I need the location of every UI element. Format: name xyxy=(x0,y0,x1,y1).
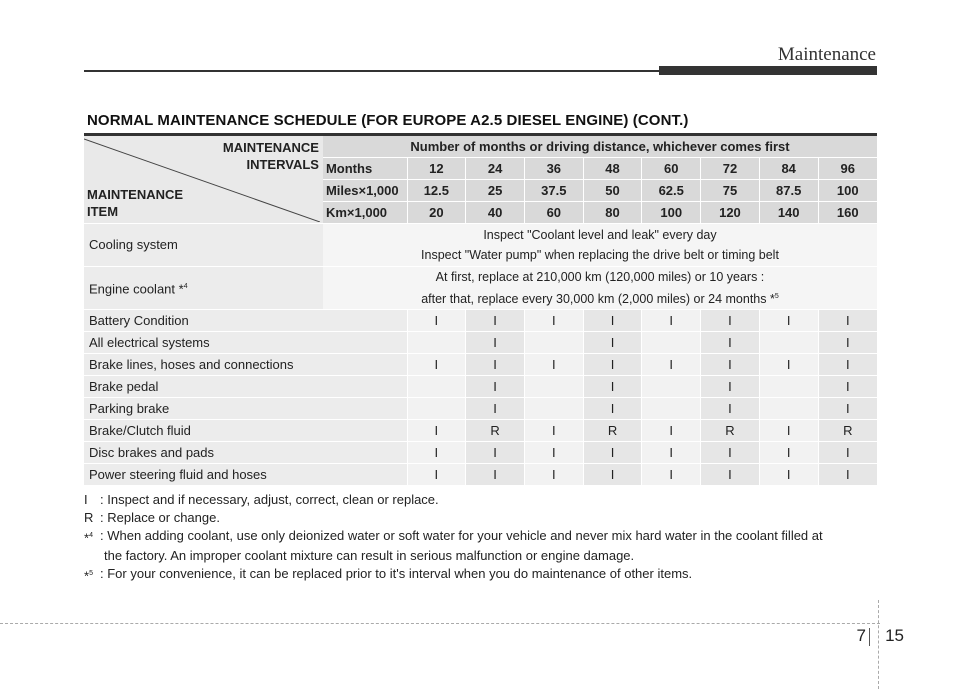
schedule-mark: I xyxy=(407,442,466,464)
miles-value: 37.5 xyxy=(524,180,583,202)
schedule-mark: I xyxy=(583,376,642,398)
schedule-mark: I xyxy=(818,332,877,354)
table-row xyxy=(84,310,877,332)
table-header-row xyxy=(84,135,877,158)
schedule-mark: I xyxy=(407,354,466,376)
schedule-mark xyxy=(407,332,466,354)
table-row-engine-coolant xyxy=(84,267,877,310)
schedule-mark: I xyxy=(759,354,818,376)
note-line: At first, replace at 210,000 km (120,000 miles) or 10 years : xyxy=(435,270,765,284)
schedule-mark: R xyxy=(583,420,642,442)
table-row xyxy=(84,398,877,420)
row-item-label: Brake lines, hoses and connections xyxy=(84,354,407,376)
miles-value: 50 xyxy=(583,180,642,202)
table-row xyxy=(84,332,877,354)
schedule-mark xyxy=(642,398,701,420)
schedule-mark: I xyxy=(466,464,525,486)
schedule-mark: I xyxy=(466,332,525,354)
schedule-mark: I xyxy=(701,376,760,398)
schedule-mark: R xyxy=(818,420,877,442)
schedule-mark: I xyxy=(407,310,466,332)
legend-text-continued: the factory. An improper coolant mixture can result in serious malfunction or engine damage. xyxy=(104,548,635,564)
miles-label: Miles×1,000 xyxy=(323,180,407,202)
schedule-mark: I xyxy=(818,354,877,376)
header-rule xyxy=(84,70,659,72)
schedule-mark: I xyxy=(642,464,701,486)
legend-text: : Inspect and if necessary, adjust, correct, clean or replace. xyxy=(100,492,439,507)
months-value: 96 xyxy=(818,158,877,180)
table-corner-cell xyxy=(84,135,323,224)
months-label: Months xyxy=(323,158,407,180)
schedule-mark: I xyxy=(818,310,877,332)
km-label: Km×1,000 xyxy=(323,202,407,224)
schedule-mark: I xyxy=(466,310,525,332)
table-row-cooling-system xyxy=(84,224,877,267)
schedule-mark xyxy=(642,376,701,398)
schedule-mark: I xyxy=(642,310,701,332)
schedule-mark: I xyxy=(701,354,760,376)
schedule-mark: I xyxy=(818,376,877,398)
miles-value: 25 xyxy=(466,180,525,202)
schedule-mark xyxy=(642,332,701,354)
legend xyxy=(84,491,879,586)
km-value: 100 xyxy=(642,202,701,224)
legend-note-5 xyxy=(84,565,879,585)
schedule-mark: R xyxy=(466,420,525,442)
schedule-mark: I xyxy=(701,464,760,486)
table-row xyxy=(84,354,877,376)
schedule-mark: R xyxy=(701,420,760,442)
row-item-label: Engine coolant *$^4$ xyxy=(84,267,323,310)
schedule-mark xyxy=(407,398,466,420)
schedule-mark xyxy=(524,376,583,398)
schedule-mark: I xyxy=(583,354,642,376)
page-footer-rule xyxy=(0,623,880,624)
schedule-mark: I xyxy=(466,354,525,376)
row-item-label: Brake pedal xyxy=(84,376,407,398)
legend-key: R xyxy=(84,510,94,525)
schedule-mark: I xyxy=(524,354,583,376)
schedule-mark: I xyxy=(642,442,701,464)
months-value: 12 xyxy=(407,158,466,180)
schedule-mark: I xyxy=(583,442,642,464)
table-row xyxy=(84,464,877,486)
page-footer-vertical-rule xyxy=(878,600,879,689)
legend-text: : Replace or change. xyxy=(100,510,220,525)
schedule-mark xyxy=(407,376,466,398)
schedule-mark: I xyxy=(524,310,583,332)
km-value: 40 xyxy=(466,202,525,224)
months-value: 72 xyxy=(701,158,760,180)
schedule-mark: I xyxy=(818,398,877,420)
schedule-mark: I xyxy=(583,398,642,420)
schedule-mark: I xyxy=(583,310,642,332)
schedule-mark xyxy=(524,398,583,420)
km-value: 20 xyxy=(407,202,466,224)
corner-intervals-label xyxy=(223,139,319,173)
miles-value: 100 xyxy=(818,180,877,202)
schedule-mark: I xyxy=(701,310,760,332)
months-value: 24 xyxy=(466,158,525,180)
schedule-mark: I xyxy=(759,464,818,486)
schedule-mark: I xyxy=(642,354,701,376)
schedule-mark: I xyxy=(759,442,818,464)
schedule-mark: I xyxy=(583,464,642,486)
schedule-mark xyxy=(524,332,583,354)
km-value: 120 xyxy=(701,202,760,224)
row-item-label: Battery Condition xyxy=(84,310,407,332)
corner-intervals-line1: MAINTENANCE xyxy=(222,140,319,155)
corner-item-label xyxy=(87,186,183,220)
km-value: 80 xyxy=(583,202,642,224)
header-rule-accent xyxy=(659,66,877,75)
schedule-mark: I xyxy=(583,332,642,354)
interval-heading: Number of months or driving distance, whichever comes first xyxy=(323,135,877,158)
note-line: Inspect "Coolant level and leak" every day xyxy=(483,228,717,242)
maintenance-schedule-table xyxy=(84,133,877,486)
legend-key: *$^5$ xyxy=(84,568,93,584)
months-value: 48 xyxy=(583,158,642,180)
legend-inspect xyxy=(84,491,879,509)
months-value: 84 xyxy=(759,158,818,180)
schedule-mark: I xyxy=(407,464,466,486)
miles-value: 75 xyxy=(701,180,760,202)
corner-intervals-line2: INTERVALS xyxy=(246,157,319,172)
schedule-mark: I xyxy=(818,442,877,464)
km-value: 140 xyxy=(759,202,818,224)
schedule-mark xyxy=(759,376,818,398)
miles-value: 12.5 xyxy=(407,180,466,202)
corner-item-line2: ITEM xyxy=(87,204,119,219)
row-item-label: Cooling system xyxy=(84,224,323,267)
row-item-label: Disc brakes and pads xyxy=(84,442,407,464)
row-note xyxy=(323,224,877,267)
legend-note-4 xyxy=(84,527,879,547)
schedule-mark: I xyxy=(701,398,760,420)
schedule-mark: I xyxy=(524,420,583,442)
legend-text: : When adding coolant, use only deionized water or soft water for your vehicle and never mix hard water in the coolant filled at xyxy=(100,528,823,543)
note-line: after that, replace every 30,000 km (2,000 miles) or 24 months *$^5$ xyxy=(421,292,779,307)
legend-replace xyxy=(84,509,879,527)
row-note xyxy=(323,267,877,310)
schedule-mark xyxy=(759,398,818,420)
schedule-mark: I xyxy=(407,420,466,442)
legend-key: I xyxy=(84,492,88,507)
row-item-label: Power steering fluid and hoses xyxy=(84,464,407,486)
schedule-mark: I xyxy=(524,464,583,486)
table-row xyxy=(84,442,877,464)
row-item-label: Parking brake xyxy=(84,398,407,420)
note-line: Inspect "Water pump" when replacing the drive belt or timing belt xyxy=(421,248,779,262)
miles-value: 62.5 xyxy=(642,180,701,202)
schedule-mark: I xyxy=(818,464,877,486)
page-header-title: Maintenance xyxy=(777,44,876,65)
months-value: 36 xyxy=(524,158,583,180)
schedule-mark: I xyxy=(466,376,525,398)
schedule-mark: I xyxy=(701,442,760,464)
schedule-mark: I xyxy=(524,442,583,464)
km-value: 160 xyxy=(818,202,877,224)
schedule-mark: I xyxy=(466,398,525,420)
miles-value: 87.5 xyxy=(759,180,818,202)
schedule-mark: I xyxy=(759,310,818,332)
chapter-number: 7 xyxy=(856,626,866,645)
schedule-mark: I xyxy=(701,332,760,354)
page-number-divider xyxy=(869,628,870,646)
row-item-label: Brake/Clutch fluid xyxy=(84,420,407,442)
schedule-mark xyxy=(759,332,818,354)
table-row xyxy=(84,376,877,398)
row-item-label: All electrical systems xyxy=(84,332,407,354)
legend-key: *$^4$ xyxy=(84,530,93,546)
corner-item-line1: MAINTENANCE xyxy=(87,187,184,202)
schedule-mark: I xyxy=(642,420,701,442)
months-value: 60 xyxy=(642,158,701,180)
page-number: 15 xyxy=(885,626,904,645)
km-value: 60 xyxy=(524,202,583,224)
table-row xyxy=(84,420,877,442)
schedule-mark: I xyxy=(466,442,525,464)
legend-text: : For your convenience, it can be replaced prior to it's interval when you do maintenance of other items. xyxy=(100,566,693,582)
section-title: NORMAL MAINTENANCE SCHEDULE (FOR EUROPE A2.5 DIESEL ENGINE) (CONT.) xyxy=(87,112,689,129)
schedule-mark: I xyxy=(759,420,818,442)
